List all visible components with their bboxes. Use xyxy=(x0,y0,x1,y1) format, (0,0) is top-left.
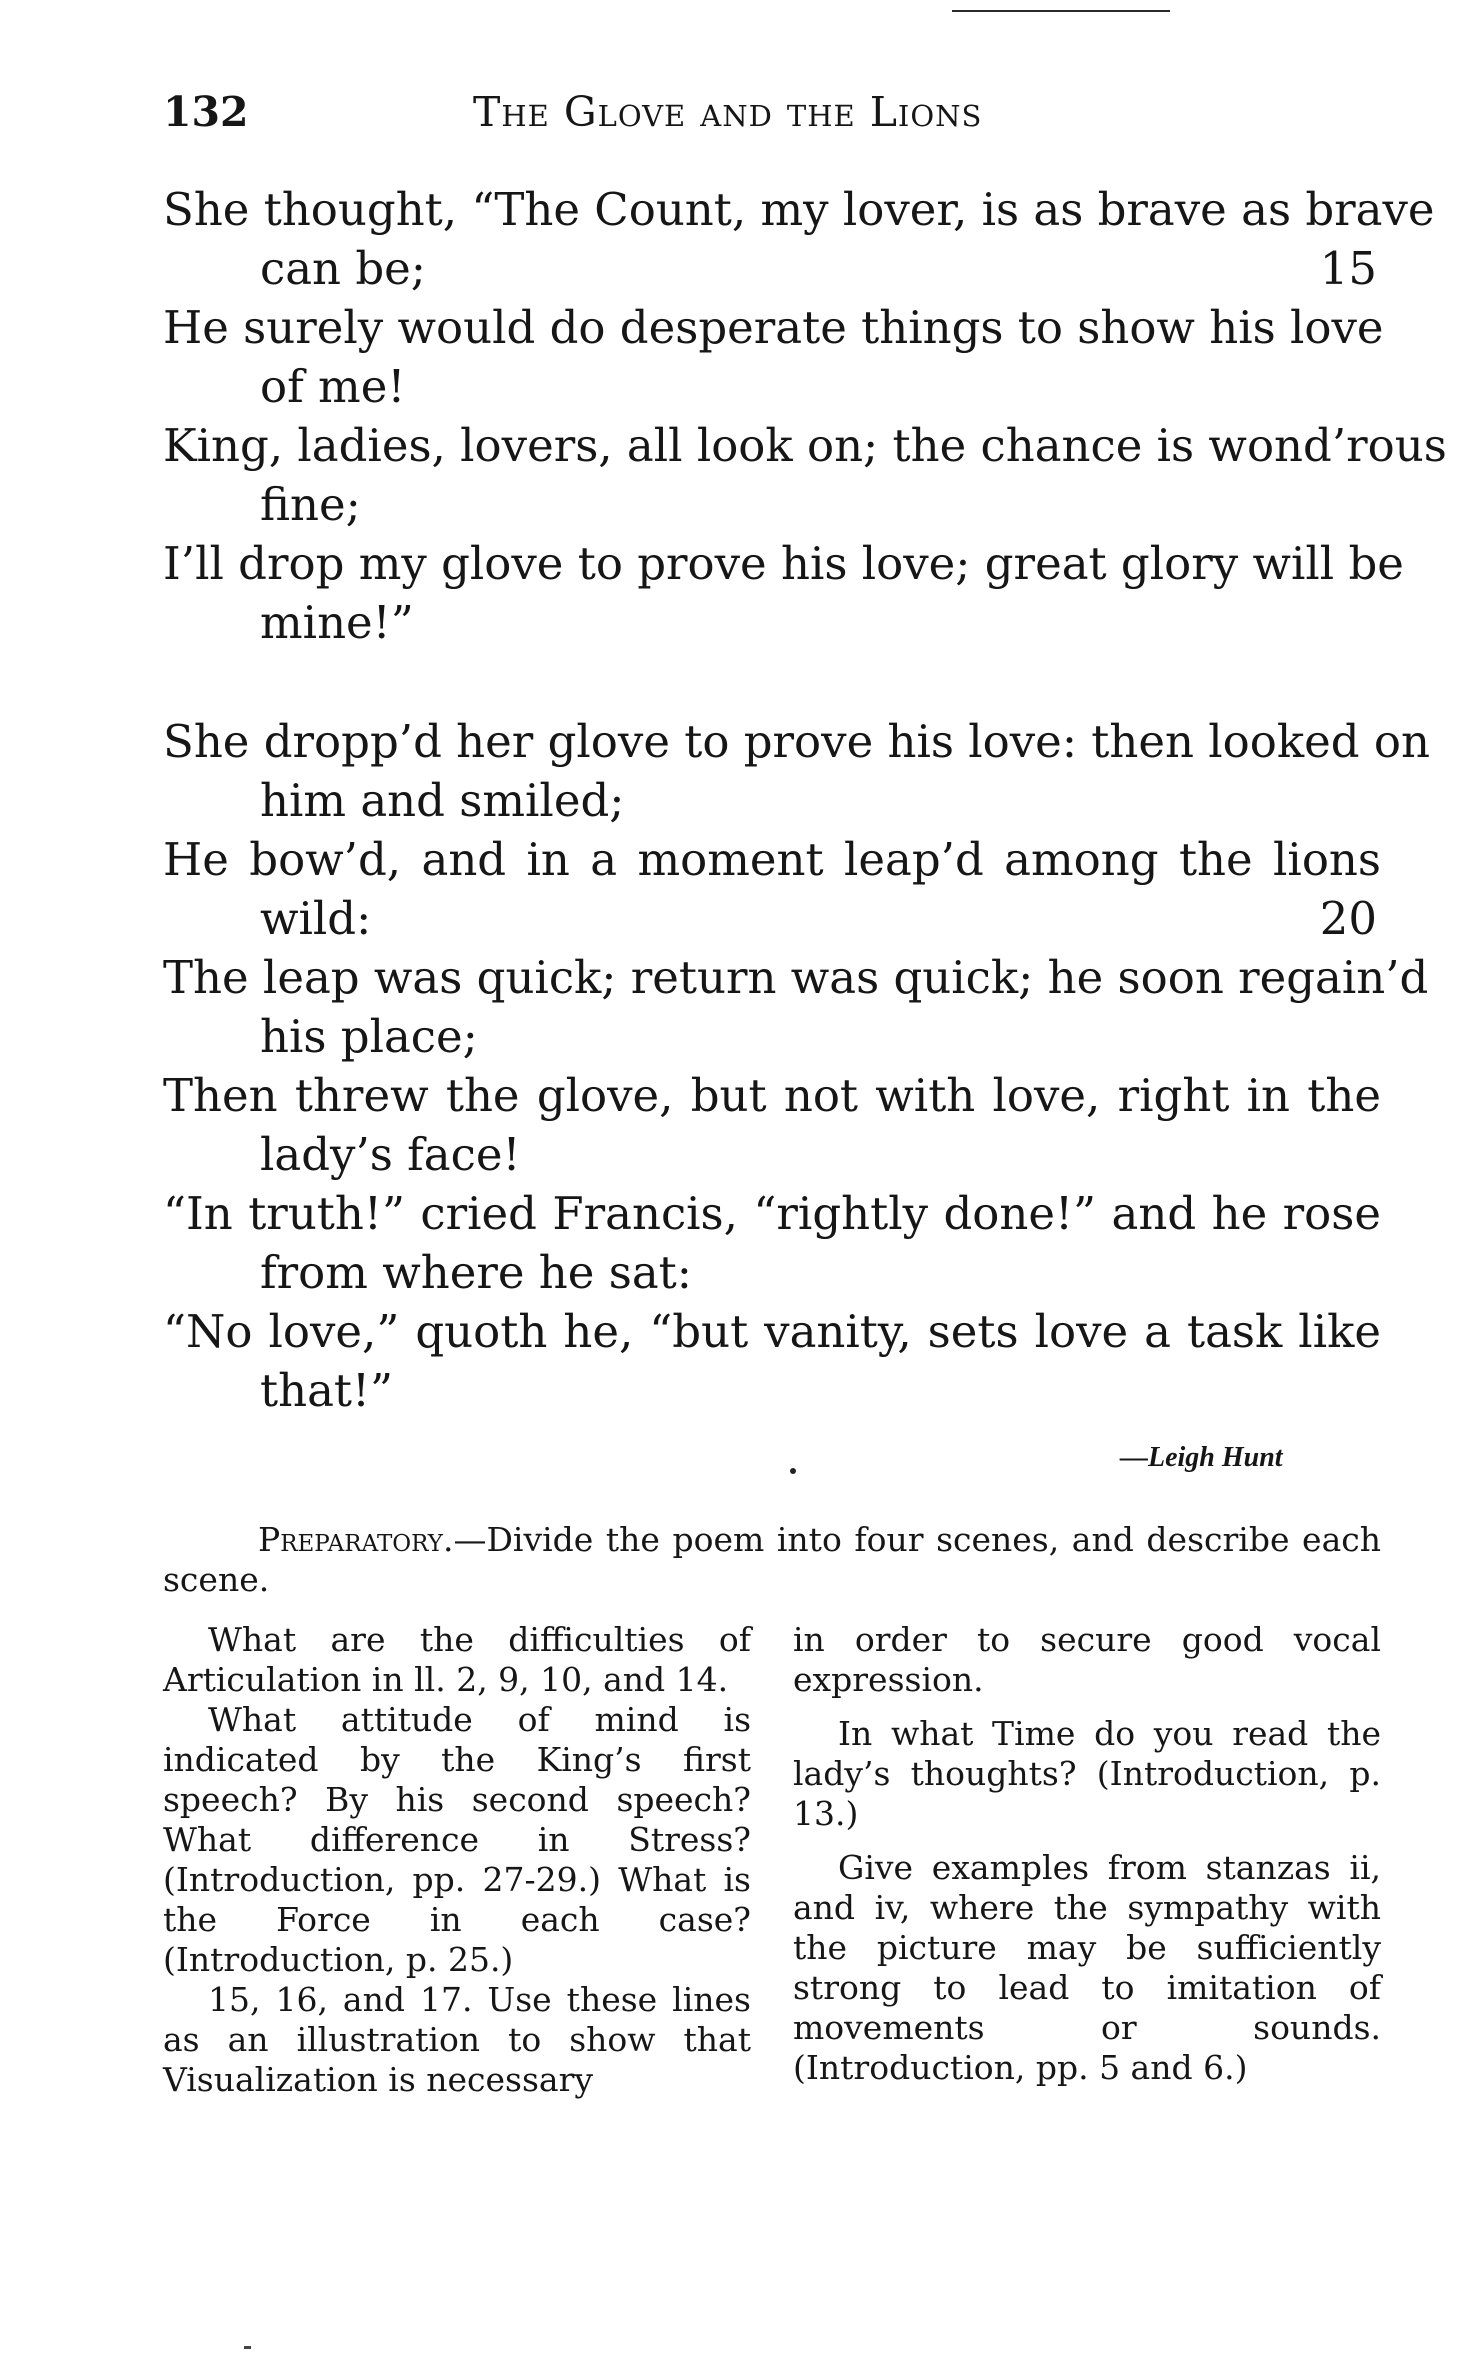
poem-line-text: King, ladies, lovers, all look on; the chance is wond’rous xyxy=(163,419,1447,472)
poem-line xyxy=(163,180,1435,298)
poem xyxy=(163,180,1447,1420)
page-header xyxy=(163,88,1378,148)
poem-line xyxy=(163,1184,1381,1302)
stanza-2 xyxy=(163,712,1430,1420)
question-paragraph: What attitude of mind is indicated by the King’s first speech? By his second speech? What difference in Stress? (Introduction, pp. 27-29.) What is the Force in each case? (Introduction, p. 25.) xyxy=(163,1700,751,1979)
stanza-break xyxy=(163,652,1381,712)
poem-line-continuation: that!” xyxy=(260,1364,394,1417)
poem-line-continuation: his place; xyxy=(260,1010,478,1063)
poem-line-text: She dropp’d her glove to prove his love: then looked on xyxy=(163,715,1430,768)
poem-line xyxy=(163,712,1430,830)
poem-line-continuation: fine; xyxy=(260,478,361,531)
poem-line-text: “No love,” quoth he, “but vanity, sets love a task like xyxy=(163,1305,1381,1358)
poem-line-continuation: wild: xyxy=(260,892,372,945)
running-title: The Glove and the Lions xyxy=(473,88,983,136)
poem-line-continuation: from where he sat: xyxy=(260,1246,692,1299)
question-paragraph: 15, 16, and 17. Use these lines as an illustration to show that Visualization is necessary xyxy=(163,1980,751,2099)
poem-line xyxy=(163,534,1404,652)
questions-left-column xyxy=(163,1620,751,2100)
question-paragraph: What are the difficulties of Articulation in ll. 2, 9, 10, and 14. xyxy=(163,1620,751,1699)
author-attribution: —Leigh Hunt xyxy=(1120,1442,1283,1473)
poem-line-continuation: can be; xyxy=(260,242,426,295)
poem-line xyxy=(163,1302,1381,1420)
poem-line xyxy=(163,298,1384,416)
poem-line-text: Then threw the glove, but not with love, right in the xyxy=(163,1069,1381,1122)
line-number: 15 xyxy=(1319,242,1377,295)
line-number: 20 xyxy=(1319,892,1377,945)
poem-line-continuation: mine!” xyxy=(260,596,414,649)
stray-mark xyxy=(244,2346,251,2349)
poem-line-continuation: lady’s face! xyxy=(260,1128,521,1181)
poem-line-text: The leap was quick; return was quick; he soon regain’d xyxy=(163,951,1429,1004)
poem-line-text: I’ll drop my glove to prove his love; great glory will be xyxy=(163,537,1404,590)
question-paragraph: In what Time do you read the lady’s thoughts? (Introduction, p. 13.) xyxy=(793,1714,1381,1833)
poem-line xyxy=(163,1066,1381,1184)
poem-line-text: She thought, “The Count, my lover, is as brave as brave xyxy=(163,183,1435,236)
poem-line-text: He bow’d, and in a moment leap’d among the lions xyxy=(163,833,1381,886)
preparatory-text: —Divide the poem into four scenes, and describe each scene. xyxy=(163,1520,1381,1599)
poem-line-continuation: of me! xyxy=(260,360,406,413)
poem-line-continuation: him and smiled; xyxy=(260,774,625,827)
stray-dot xyxy=(790,1468,796,1474)
question-paragraph: in order to secure good vocal expression. xyxy=(793,1620,1381,1699)
questions-right-column xyxy=(793,1620,1381,2088)
poem-line-text: “In truth!” cried Francis, “rightly done!” and he rose xyxy=(163,1187,1381,1240)
question-paragraph: Give examples from stanzas ii, and iv, where the sympathy with the picture may be sufficiently strong to lead to imitation of movements or sounds. (Introduction, pp. 5 and 6.) xyxy=(793,1848,1381,2087)
preparatory-label: Preparatory. xyxy=(258,1520,454,1559)
stanza-1 xyxy=(163,180,1447,652)
preparatory-note xyxy=(163,1520,1381,1600)
poem-line xyxy=(163,830,1381,948)
poem-line xyxy=(163,416,1447,534)
page-number: 132 xyxy=(163,88,249,136)
poem-line-text: He surely would do desperate things to show his love xyxy=(163,301,1384,354)
poem-line xyxy=(163,948,1429,1066)
top-rule xyxy=(952,10,1170,12)
